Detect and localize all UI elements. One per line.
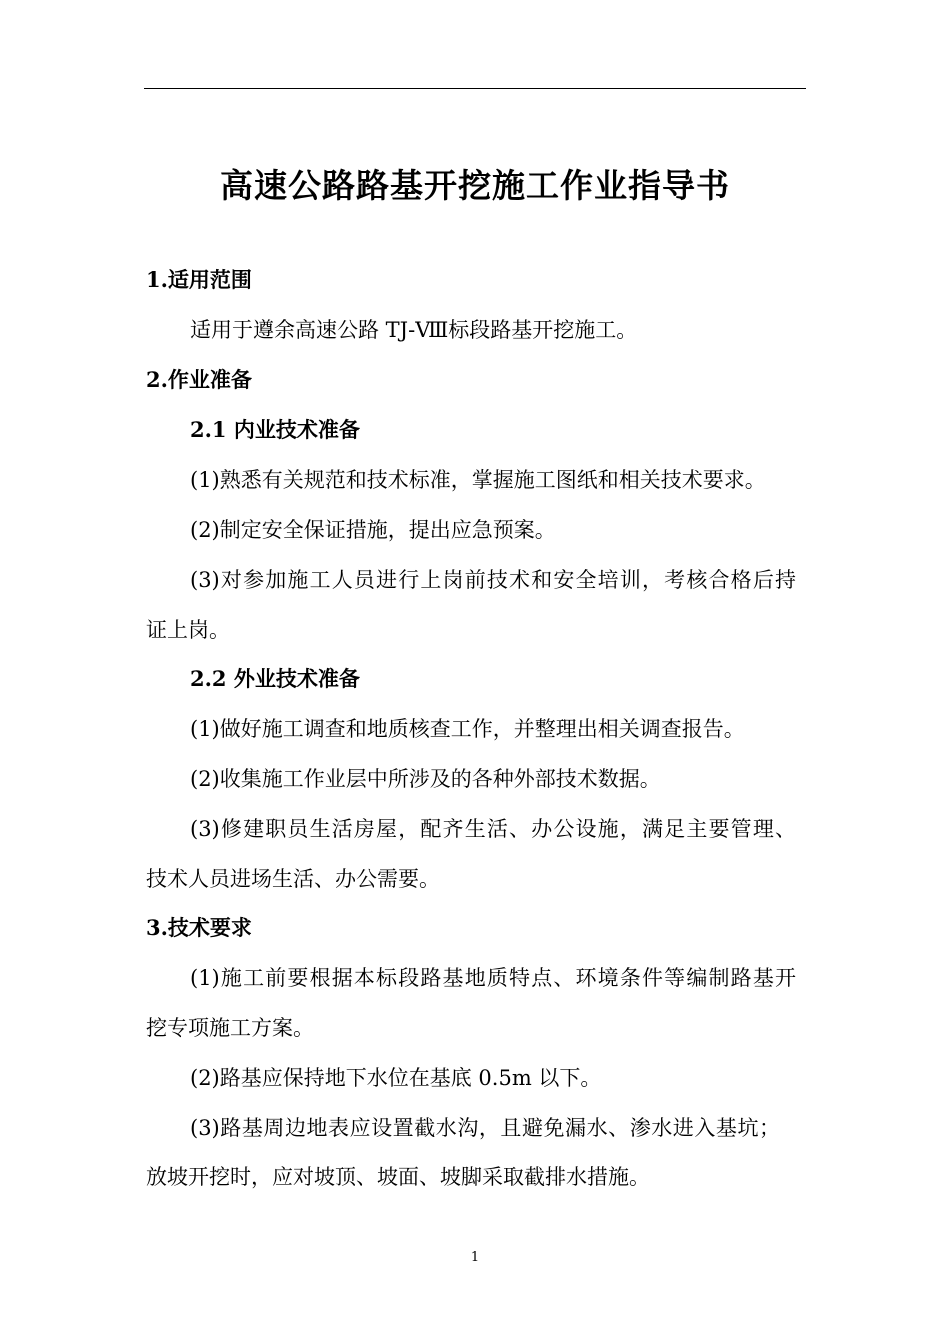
paragraph-line: (2)制定安全保证措施，提出应急预案。 — [190, 518, 556, 542]
paragraph-line: (1)熟悉有关规范和技术标准，掌握施工图纸和相关技术要求。 — [190, 468, 766, 492]
subsection-heading-2-1: 2.1 内业技术准备 — [190, 417, 360, 442]
paragraph-line: 证上岗。 — [146, 618, 230, 642]
subsection-heading-2-2: 2.2 外业技术准备 — [190, 666, 360, 691]
paragraph-line: 适用于遵余高速公路 TJ-Ⅷ标段路基开挖施工。 — [190, 318, 638, 342]
paragraph-line: 放坡开挖时，应对坡顶、坡面、坡脚采取截排水措施。 — [146, 1165, 650, 1189]
section-heading-2: 2.作业准备 — [146, 367, 252, 392]
paragraph-line: (3)路基周边地表应设置截水沟，且避免漏水、渗水进入基坑； — [190, 1116, 780, 1140]
paragraph-line: 技术人员进场生活、办公需要。 — [146, 867, 440, 891]
paragraph-line: (1)做好施工调查和地质核查工作，并整理出相关调查报告。 — [190, 717, 745, 741]
paragraph-line: (2)收集施工作业层中所涉及的各种外部技术数据。 — [190, 767, 661, 791]
document-title: 高速公路路基开挖施工作业指导书 — [220, 166, 730, 205]
paragraph-line: (3)修建职员生活房屋，配齐生活、办公设施，满足主要管理、 — [190, 817, 796, 841]
page-number: 1 — [470, 1250, 480, 1265]
header-rule — [144, 88, 806, 89]
paragraph-line: 挖专项施工方案。 — [146, 1016, 314, 1040]
paragraph-line: (1)施工前要根据本标段路基地质特点、环境条件等编制路基开 — [190, 966, 796, 990]
section-heading-1: 1.适用范围 — [146, 267, 252, 292]
paragraph-line: (3)对参加施工人员进行上岗前技术和安全培训，考核合格后持 — [190, 568, 796, 592]
section-heading-3: 3.技术要求 — [146, 915, 252, 940]
paragraph-line: (2)路基应保持地下水位在基底 0.5m 以下。 — [190, 1066, 602, 1090]
